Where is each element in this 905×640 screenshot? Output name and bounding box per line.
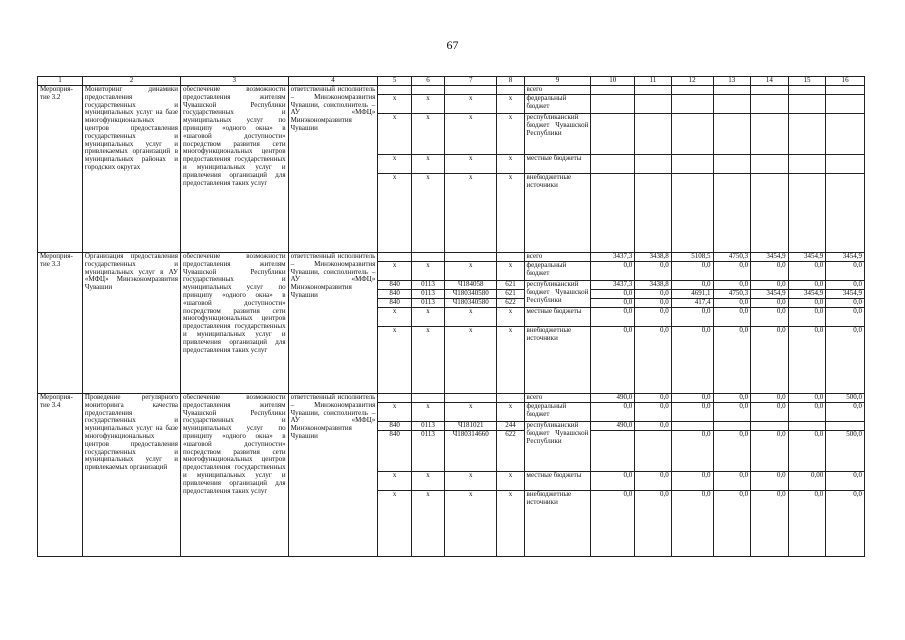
- year-value: 3437,3: [591, 281, 635, 290]
- year-value: 0,0: [751, 394, 789, 403]
- year-value: 0,0: [751, 327, 789, 394]
- code-target-article: x: [445, 174, 497, 253]
- funding-source: республиканский бюджет Чувашской Республики: [524, 281, 591, 308]
- year-value: 3454,9: [751, 290, 789, 299]
- year-value: 0,0: [751, 491, 789, 557]
- year-value: 5108,5: [671, 253, 713, 262]
- year-value: [635, 114, 672, 155]
- year-value: [751, 422, 789, 431]
- table-row: [38, 394, 865, 403]
- year-value: 0,0: [826, 281, 865, 290]
- code-expense-type: [497, 394, 524, 403]
- code-section: [411, 86, 444, 95]
- year-value: 0,0: [751, 308, 789, 327]
- year-value: [635, 155, 672, 174]
- year-value: [826, 95, 865, 114]
- col-number: 11: [635, 77, 672, 86]
- funding-source: местные бюджеты: [524, 308, 591, 327]
- code-grbs: x: [378, 327, 411, 394]
- year-value: 0,0: [826, 327, 865, 394]
- year-value: 0,0: [826, 491, 865, 557]
- col-number: 13: [713, 77, 751, 86]
- measure-result: обеспечение возможности предоставления жителям Чувашской Республики государственных и муниципальных услуг по принципу «одного окна» в «шаговой доступности» посредством развития сети многофункциональных центров предоставления государственных и муниципальных услуг и привлечения организаций для предоставления таких услуг: [181, 394, 289, 557]
- code-section: x: [411, 472, 444, 491]
- year-value: 0,00: [788, 472, 826, 491]
- year-value: 0,0: [826, 403, 865, 422]
- year-value: 0,0: [591, 472, 635, 491]
- code-expense-type: 244: [497, 422, 524, 431]
- code-target-article: x: [445, 155, 497, 174]
- code-grbs: 840: [378, 422, 411, 431]
- year-value: 0,0: [788, 491, 826, 557]
- year-value: [788, 114, 826, 155]
- funding-source: местные бюджеты: [524, 472, 591, 491]
- code-section: x: [411, 174, 444, 253]
- year-value: 0,0: [671, 431, 713, 472]
- year-value: [713, 155, 751, 174]
- year-value: 0,0: [635, 472, 672, 491]
- year-value: 500,0: [826, 394, 865, 403]
- measure-result: обеспечение возможности предоставления жителям Чувашской Республики государственных и муниципальных услуг по принципу «одного окна» в «шаговой доступности» посредством развития сети многофункциональных центров предоставления государственных и муниципальных услуг и привлечения организаций для предоставления таких услуг: [181, 253, 289, 394]
- code-target-article: x: [445, 403, 497, 422]
- year-value: 0,0: [788, 431, 826, 472]
- year-value: [788, 95, 826, 114]
- year-value: [713, 114, 751, 155]
- col-number: 8: [497, 77, 524, 86]
- measure-id: Мероприя-тие 3.3: [38, 253, 83, 394]
- code-grbs: 840: [378, 431, 411, 472]
- year-value: 0,0: [671, 327, 713, 394]
- year-value: 0,0: [635, 308, 672, 327]
- year-value: 0,0: [751, 299, 789, 308]
- code-target-article: x: [445, 95, 497, 114]
- year-value: 0,0: [671, 403, 713, 422]
- year-value: 3438,8: [635, 253, 672, 262]
- year-value: 0,0: [591, 327, 635, 394]
- funding-source: федеральный бюджет: [524, 262, 591, 281]
- year-value: 0,0: [591, 491, 635, 557]
- year-value: 0,0: [713, 394, 751, 403]
- funding-source: всего: [524, 394, 591, 403]
- year-value: 0,0: [591, 290, 635, 299]
- measure-name: Проведение регулярного мониторинга качества предоставления государственных и муниципальных услуг на базе многофункциональных центров предоставления государственных и муниципальных услуг и привлекаемых организаций: [82, 394, 180, 557]
- measure-id: Мероприя-тие 3.4: [38, 394, 83, 557]
- code-expense-type: x: [497, 327, 524, 394]
- year-value: 4750,3: [713, 253, 751, 262]
- code-expense-type: x: [497, 308, 524, 327]
- code-target-article: x: [445, 114, 497, 155]
- year-value: 0,0: [671, 394, 713, 403]
- year-value: [788, 86, 826, 95]
- code-grbs: [378, 394, 411, 403]
- year-value: [751, 114, 789, 155]
- year-value: [671, 174, 713, 253]
- code-grbs: 840: [378, 299, 411, 308]
- code-section: x: [411, 155, 444, 174]
- year-value: 0,0: [635, 491, 672, 557]
- code-section: x: [411, 114, 444, 155]
- code-target-article: Ч180314660: [445, 431, 497, 472]
- year-value: 417,4: [671, 299, 713, 308]
- code-section: 0113: [411, 299, 444, 308]
- code-grbs: x: [378, 472, 411, 491]
- code-section: 0113: [411, 281, 444, 290]
- code-section: x: [411, 308, 444, 327]
- year-value: [591, 114, 635, 155]
- funding-source: всего: [524, 253, 591, 262]
- code-grbs: x: [378, 95, 411, 114]
- year-value: [671, 95, 713, 114]
- year-value: [713, 86, 751, 95]
- year-value: 0,0: [635, 299, 672, 308]
- code-section: [411, 253, 444, 262]
- funding-source: всего: [524, 86, 591, 95]
- year-value: 0,0: [713, 262, 751, 281]
- code-section: 0113: [411, 422, 444, 431]
- measure-name: Организация предоставления государственных и муниципальных услуг в АУ «МФЦ» Минэкономразвития Чувашии: [82, 253, 180, 394]
- year-value: [635, 86, 672, 95]
- column-number-row: [38, 77, 865, 86]
- table-row: [38, 86, 865, 95]
- year-value: 0,0: [635, 262, 672, 281]
- year-value: [751, 95, 789, 114]
- year-value: [751, 155, 789, 174]
- code-section: [411, 394, 444, 403]
- code-expense-type: 622: [497, 431, 524, 472]
- year-value: 0,0: [751, 281, 789, 290]
- code-grbs: 840: [378, 281, 411, 290]
- measure-executor: ответственный исполнитель – Минэкономразвития Чувашии, соисполнитель – АУ «МФЦ» Минэкономразвития Чувашии: [288, 253, 378, 394]
- year-value: 490,0: [591, 394, 635, 403]
- col-number: 1: [38, 77, 83, 86]
- code-target-article: x: [445, 472, 497, 491]
- code-target-article: Ч184058: [445, 281, 497, 290]
- year-value: 0,0: [591, 299, 635, 308]
- year-value: 0,0: [826, 472, 865, 491]
- code-grbs: 840: [378, 290, 411, 299]
- code-target-article: [445, 253, 497, 262]
- year-value: 0,0: [788, 327, 826, 394]
- col-number: 14: [751, 77, 789, 86]
- code-expense-type: x: [497, 114, 524, 155]
- code-expense-type: 621: [497, 281, 524, 290]
- year-value: 0,0: [635, 422, 672, 431]
- code-target-article: Ч180340580: [445, 290, 497, 299]
- year-value: 0,0: [826, 262, 865, 281]
- code-target-article: x: [445, 491, 497, 557]
- code-section: x: [411, 262, 444, 281]
- year-value: [713, 422, 751, 431]
- year-value: [826, 155, 865, 174]
- year-value: 3454,9: [826, 290, 865, 299]
- year-value: [591, 174, 635, 253]
- table-body: [38, 77, 865, 557]
- funding-source: республиканский бюджет Чувашской Республики: [524, 422, 591, 472]
- code-target-article: x: [445, 327, 497, 394]
- year-value: 0,0: [635, 327, 672, 394]
- year-value: [751, 174, 789, 253]
- col-number: 9: [524, 77, 591, 86]
- table-row: [38, 253, 865, 262]
- year-value: 3454,9: [788, 290, 826, 299]
- year-value: [788, 174, 826, 253]
- year-value: 0,0: [751, 431, 789, 472]
- code-grbs: x: [378, 308, 411, 327]
- code-section: x: [411, 327, 444, 394]
- col-number: 4: [288, 77, 378, 86]
- year-value: 0,0: [671, 281, 713, 290]
- funding-source: федеральный бюджет: [524, 403, 591, 422]
- measure-id: Мероприя-тие 3.2: [38, 86, 83, 253]
- year-value: 0,0: [671, 491, 713, 557]
- code-expense-type: x: [497, 174, 524, 253]
- code-target-article: x: [445, 308, 497, 327]
- year-value: 0,0: [713, 472, 751, 491]
- col-number: 10: [591, 77, 635, 86]
- year-value: 0,0: [635, 290, 672, 299]
- year-value: [591, 86, 635, 95]
- year-value: 490,0: [591, 422, 635, 431]
- funding-source: внебюджетные источники: [524, 491, 591, 557]
- year-value: 0,0: [713, 281, 751, 290]
- code-expense-type: x: [497, 155, 524, 174]
- year-value: 500,0: [826, 431, 865, 472]
- code-expense-type: x: [497, 403, 524, 422]
- year-value: 0,0: [671, 308, 713, 327]
- col-number: 7: [445, 77, 497, 86]
- year-value: 0,0: [788, 403, 826, 422]
- code-expense-type: [497, 253, 524, 262]
- year-value: 0,0: [788, 394, 826, 403]
- year-value: 0,0: [751, 403, 789, 422]
- year-value: 0,0: [591, 403, 635, 422]
- code-expense-type: x: [497, 491, 524, 557]
- year-value: 0,0: [826, 308, 865, 327]
- year-value: [635, 95, 672, 114]
- code-grbs: x: [378, 262, 411, 281]
- year-value: 4750,3: [713, 290, 751, 299]
- year-value: 3438,8: [635, 281, 672, 290]
- year-value: [788, 422, 826, 431]
- code-target-article: x: [445, 262, 497, 281]
- code-grbs: [378, 86, 411, 95]
- code-expense-type: x: [497, 472, 524, 491]
- year-value: 0,0: [671, 262, 713, 281]
- year-value: 0,0: [788, 262, 826, 281]
- year-value: [591, 95, 635, 114]
- funding-source: местные бюджеты: [524, 155, 591, 174]
- col-number: 3: [181, 77, 289, 86]
- year-value: [826, 114, 865, 155]
- year-value: 0,0: [713, 403, 751, 422]
- year-value: 3437,3: [591, 253, 635, 262]
- year-value: [635, 431, 672, 472]
- year-value: 0,0: [635, 403, 672, 422]
- year-value: 0,0: [788, 308, 826, 327]
- code-section: 0113: [411, 290, 444, 299]
- funding-source: федеральный бюджет: [524, 95, 591, 114]
- year-value: 0,0: [826, 299, 865, 308]
- measure-result: обеспечение возможности предоставления жителям Чувашской Республики государственных и муниципальных услуг по принципу «одного окна» в «шаговой доступности» посредством развития сети многофункциональных центров предоставления государственных и муниципальных услуг и привлечения организаций для предоставления таких услуг: [181, 86, 289, 253]
- year-value: 0,0: [635, 394, 672, 403]
- year-value: 0,0: [713, 491, 751, 557]
- year-value: 0,0: [713, 308, 751, 327]
- year-value: [788, 155, 826, 174]
- year-value: 3454,9: [788, 253, 826, 262]
- year-value: 4691,1: [671, 290, 713, 299]
- col-number: 15: [788, 77, 826, 86]
- year-value: [826, 86, 865, 95]
- code-section: 0113: [411, 431, 444, 472]
- year-value: 3454,9: [826, 253, 865, 262]
- col-number: 12: [671, 77, 713, 86]
- measure-executor: ответственный исполнитель – Минэкономразвития Чувашии, соисполнитель – АУ «МФЦ» Минэкономразвития Чувашии: [288, 394, 378, 557]
- year-value: 0,0: [713, 299, 751, 308]
- funding-source: внебюджетные источники: [524, 174, 591, 253]
- code-expense-type: x: [497, 262, 524, 281]
- code-grbs: x: [378, 155, 411, 174]
- code-target-article: Ч180340580: [445, 299, 497, 308]
- year-value: 0,0: [671, 472, 713, 491]
- measure-name: Мониторинг динамики предоставления государственных и муниципальных услуг на базе многофункциональных центров предоставления государственных и муниципальных услуг и привлекаемых организаций в муниципальных районах и городских округах: [82, 86, 180, 253]
- col-number: 16: [826, 77, 865, 86]
- code-section: x: [411, 95, 444, 114]
- program-table: [37, 76, 865, 557]
- code-grbs: x: [378, 403, 411, 422]
- year-value: [713, 95, 751, 114]
- funding-source: республиканский бюджет Чувашской Республики: [524, 114, 591, 155]
- year-value: 0,0: [788, 299, 826, 308]
- code-section: x: [411, 403, 444, 422]
- code-target-article: [445, 394, 497, 403]
- year-value: [751, 86, 789, 95]
- col-number: 6: [411, 77, 444, 86]
- year-value: [826, 174, 865, 253]
- code-expense-type: [497, 86, 524, 95]
- code-grbs: [378, 253, 411, 262]
- year-value: 0,0: [713, 327, 751, 394]
- year-value: 0,0: [591, 262, 635, 281]
- code-grbs: x: [378, 491, 411, 557]
- year-value: 0,0: [591, 308, 635, 327]
- year-value: 0,0: [751, 472, 789, 491]
- code-target-article: Ч181021: [445, 422, 497, 431]
- code-expense-type: x: [497, 95, 524, 114]
- code-target-article: [445, 86, 497, 95]
- page-number: 67: [446, 38, 459, 52]
- year-value: [713, 174, 751, 253]
- code-expense-type: 621: [497, 290, 524, 299]
- col-number: 2: [82, 77, 180, 86]
- year-value: [635, 174, 672, 253]
- measure-executor: ответственный исполнитель – Минэкономразвития Чувашии, соисполнитель – АУ «МФЦ» Минэкономразвития Чувашии: [288, 86, 378, 253]
- year-value: [671, 114, 713, 155]
- year-value: [591, 155, 635, 174]
- year-value: 0,0: [788, 281, 826, 290]
- code-grbs: x: [378, 174, 411, 253]
- col-number: 5: [378, 77, 411, 86]
- funding-source: внебюджетные источники: [524, 327, 591, 394]
- year-value: [591, 431, 635, 472]
- code-section: x: [411, 491, 444, 557]
- year-value: 3454,9: [751, 253, 789, 262]
- year-value: [671, 422, 713, 431]
- year-value: 0,0: [751, 262, 789, 281]
- year-value: 0,0: [713, 431, 751, 472]
- code-expense-type: 622: [497, 299, 524, 308]
- year-value: [826, 422, 865, 431]
- code-grbs: x: [378, 114, 411, 155]
- year-value: [671, 155, 713, 174]
- year-value: [671, 86, 713, 95]
